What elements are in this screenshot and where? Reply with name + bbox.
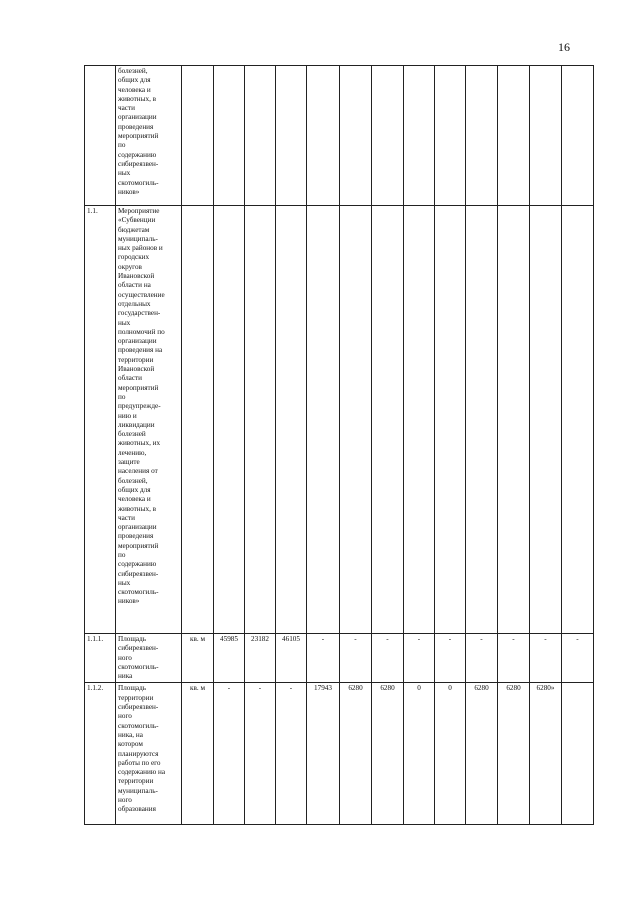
row-number-cell: 1.1.	[85, 206, 116, 634]
value-cell	[307, 206, 340, 634]
value-cell	[530, 66, 562, 206]
value-cell	[466, 206, 498, 634]
value-cell	[276, 206, 307, 634]
value-cell: 45985	[214, 634, 245, 683]
value-cell	[498, 206, 530, 634]
table-row	[85, 206, 594, 634]
value-cell	[404, 66, 435, 206]
value-cell: -	[466, 634, 498, 683]
value-cell: -	[498, 634, 530, 683]
value-cell: 6280	[498, 683, 530, 825]
value-cell: -	[530, 634, 562, 683]
value-cell: -	[214, 683, 245, 825]
value-cell: 6280	[466, 683, 498, 825]
value-cell	[307, 66, 340, 206]
unit-cell: кв. м	[182, 634, 214, 683]
value-cell: 46105	[276, 634, 307, 683]
unit-cell	[182, 66, 214, 206]
value-cell: -	[372, 634, 404, 683]
value-cell	[562, 683, 594, 825]
value-cell	[562, 66, 594, 206]
row-number-cell	[85, 66, 116, 206]
value-cell	[276, 66, 307, 206]
value-cell: 0	[404, 683, 435, 825]
row-description-cell: Площадь территории сибиреязвен- ного скотомогиль- ника, на котором планируются работы по его содержанию на территории муниципаль- ного образования	[116, 683, 182, 825]
value-cell	[404, 206, 435, 634]
indicators-table	[84, 65, 594, 825]
value-cell	[245, 66, 276, 206]
table-row	[85, 634, 594, 683]
value-cell	[498, 66, 530, 206]
value-cell	[435, 206, 466, 634]
value-cell: 0	[435, 683, 466, 825]
value-cell	[372, 206, 404, 634]
value-cell: 6280»	[530, 683, 562, 825]
value-cell: 6280	[340, 683, 372, 825]
page-number: 16	[558, 40, 570, 54]
value-cell: 6280	[372, 683, 404, 825]
unit-cell: кв. м	[182, 683, 214, 825]
value-cell: -	[340, 634, 372, 683]
value-cell: 23182	[245, 634, 276, 683]
row-description-cell: Площадь сибиреязвен- ного скотомогиль- ника	[116, 634, 182, 683]
value-cell: 17943	[307, 683, 340, 825]
value-cell: -	[562, 634, 594, 683]
table-row	[85, 683, 594, 825]
value-cell	[214, 206, 245, 634]
value-cell	[562, 206, 594, 634]
value-cell	[435, 66, 466, 206]
value-cell: -	[245, 683, 276, 825]
value-cell	[340, 206, 372, 634]
value-cell	[340, 66, 372, 206]
value-cell	[245, 206, 276, 634]
row-description-cell: болезней, общих для человека и животных, в части организации проведения мероприятий по содержанию сибиреязвен- ных скотомогиль- ников»	[116, 66, 182, 206]
row-number-cell: 1.1.1.	[85, 634, 116, 683]
value-cell: -	[307, 634, 340, 683]
value-cell: -	[276, 683, 307, 825]
row-number-cell: 1.1.2.	[85, 683, 116, 825]
value-cell	[530, 206, 562, 634]
value-cell	[372, 66, 404, 206]
value-cell: -	[404, 634, 435, 683]
table-row	[85, 66, 594, 206]
value-cell: -	[435, 634, 466, 683]
row-description-cell: Мероприятие «Субвенции бюджетам муниципаль- ных районов и городских округов Ивановской области на осуществление отдельных государствен- ных полномочий по организации проведения на территории Ивановской области мероприятий по предупрежде- нию и ликвидации болезней животных, их лечению, защите населения от болезней, общих для человека и животных, в части организации проведения мероприятий по содержанию сибиреязвен- ных скотомогиль- ников»	[116, 206, 182, 634]
unit-cell	[182, 206, 214, 634]
value-cell	[466, 66, 498, 206]
value-cell	[214, 66, 245, 206]
